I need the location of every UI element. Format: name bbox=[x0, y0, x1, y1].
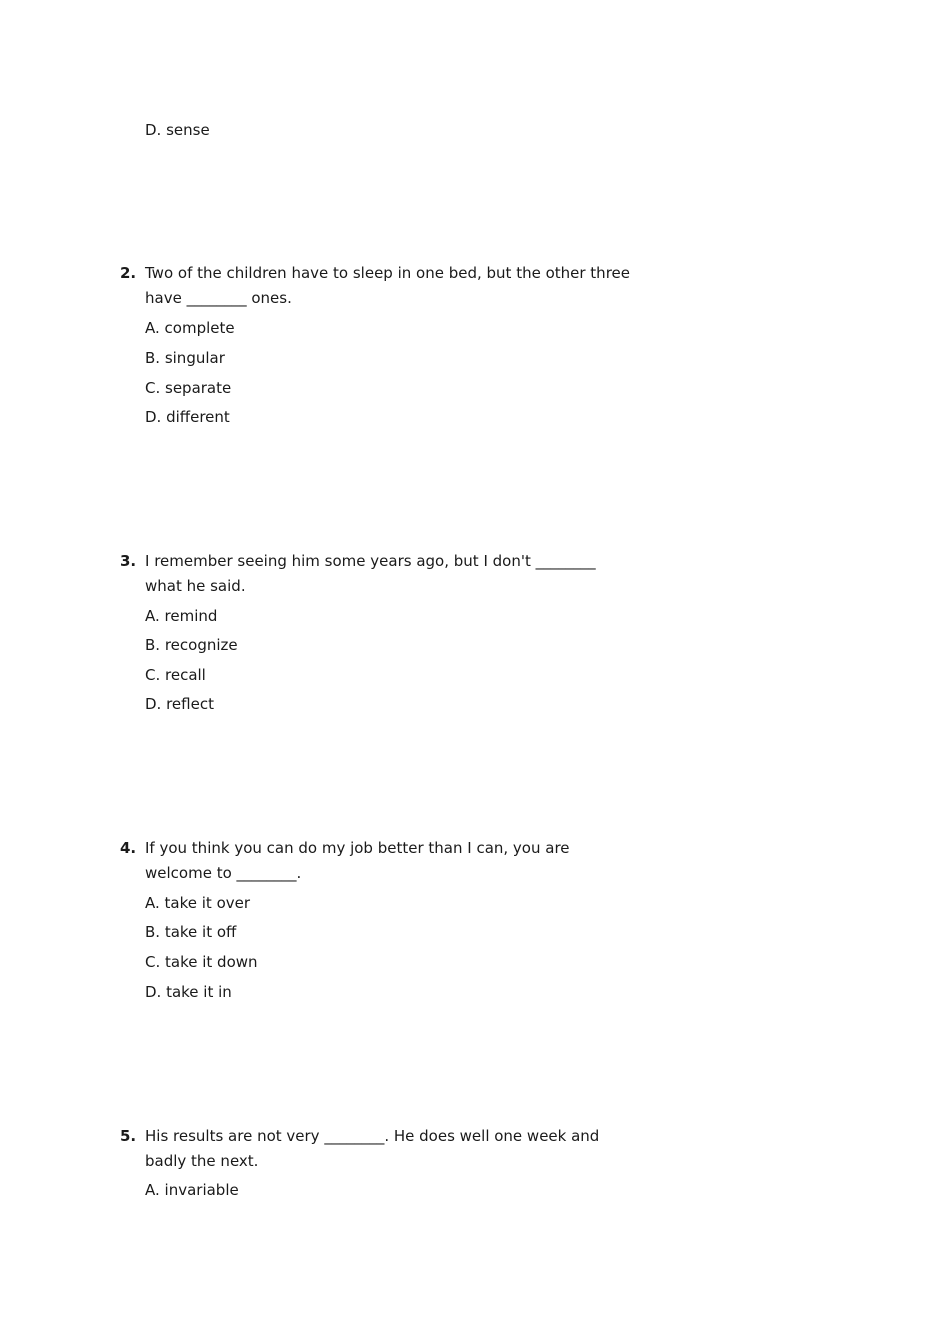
question-text-line: His results are not very ________. He does well one week and bbox=[145, 1127, 600, 1145]
option-c: C. recall bbox=[145, 666, 206, 684]
question-text-line: badly the next. bbox=[145, 1152, 259, 1170]
option-a: A. complete bbox=[145, 319, 235, 337]
option-a: A. remind bbox=[145, 607, 218, 625]
question-text-line: Two of the children have to sleep in one bed, but the other three bbox=[145, 264, 630, 282]
option-a: A. invariable bbox=[145, 1181, 239, 1199]
question-text-line: welcome to ________. bbox=[145, 864, 302, 882]
question-text-line: have ________ ones. bbox=[145, 289, 292, 307]
option-d: D. reflect bbox=[145, 695, 214, 713]
question-text-line: I remember seeing him some years ago, but I don't ________ bbox=[145, 552, 596, 570]
option-b: B. singular bbox=[145, 349, 225, 367]
option-a: A. take it over bbox=[145, 894, 251, 912]
question-number: 4. bbox=[120, 839, 137, 857]
question-text-line: what he said. bbox=[145, 577, 246, 595]
question-number: 5. bbox=[120, 1127, 137, 1145]
option-d: D. different bbox=[145, 408, 230, 426]
option-d: D. take it in bbox=[145, 983, 232, 1001]
option-c: C. separate bbox=[145, 379, 232, 397]
option-b: B. recognize bbox=[145, 636, 238, 654]
option-d: D. sense bbox=[145, 121, 210, 139]
question-text-line: If you think you can do my job better than I can, you are bbox=[145, 839, 570, 857]
option-c: C. take it down bbox=[145, 953, 258, 971]
option-b: B. take it off bbox=[145, 923, 237, 941]
question-number: 2. bbox=[120, 264, 137, 282]
question-number: 3. bbox=[120, 552, 137, 570]
